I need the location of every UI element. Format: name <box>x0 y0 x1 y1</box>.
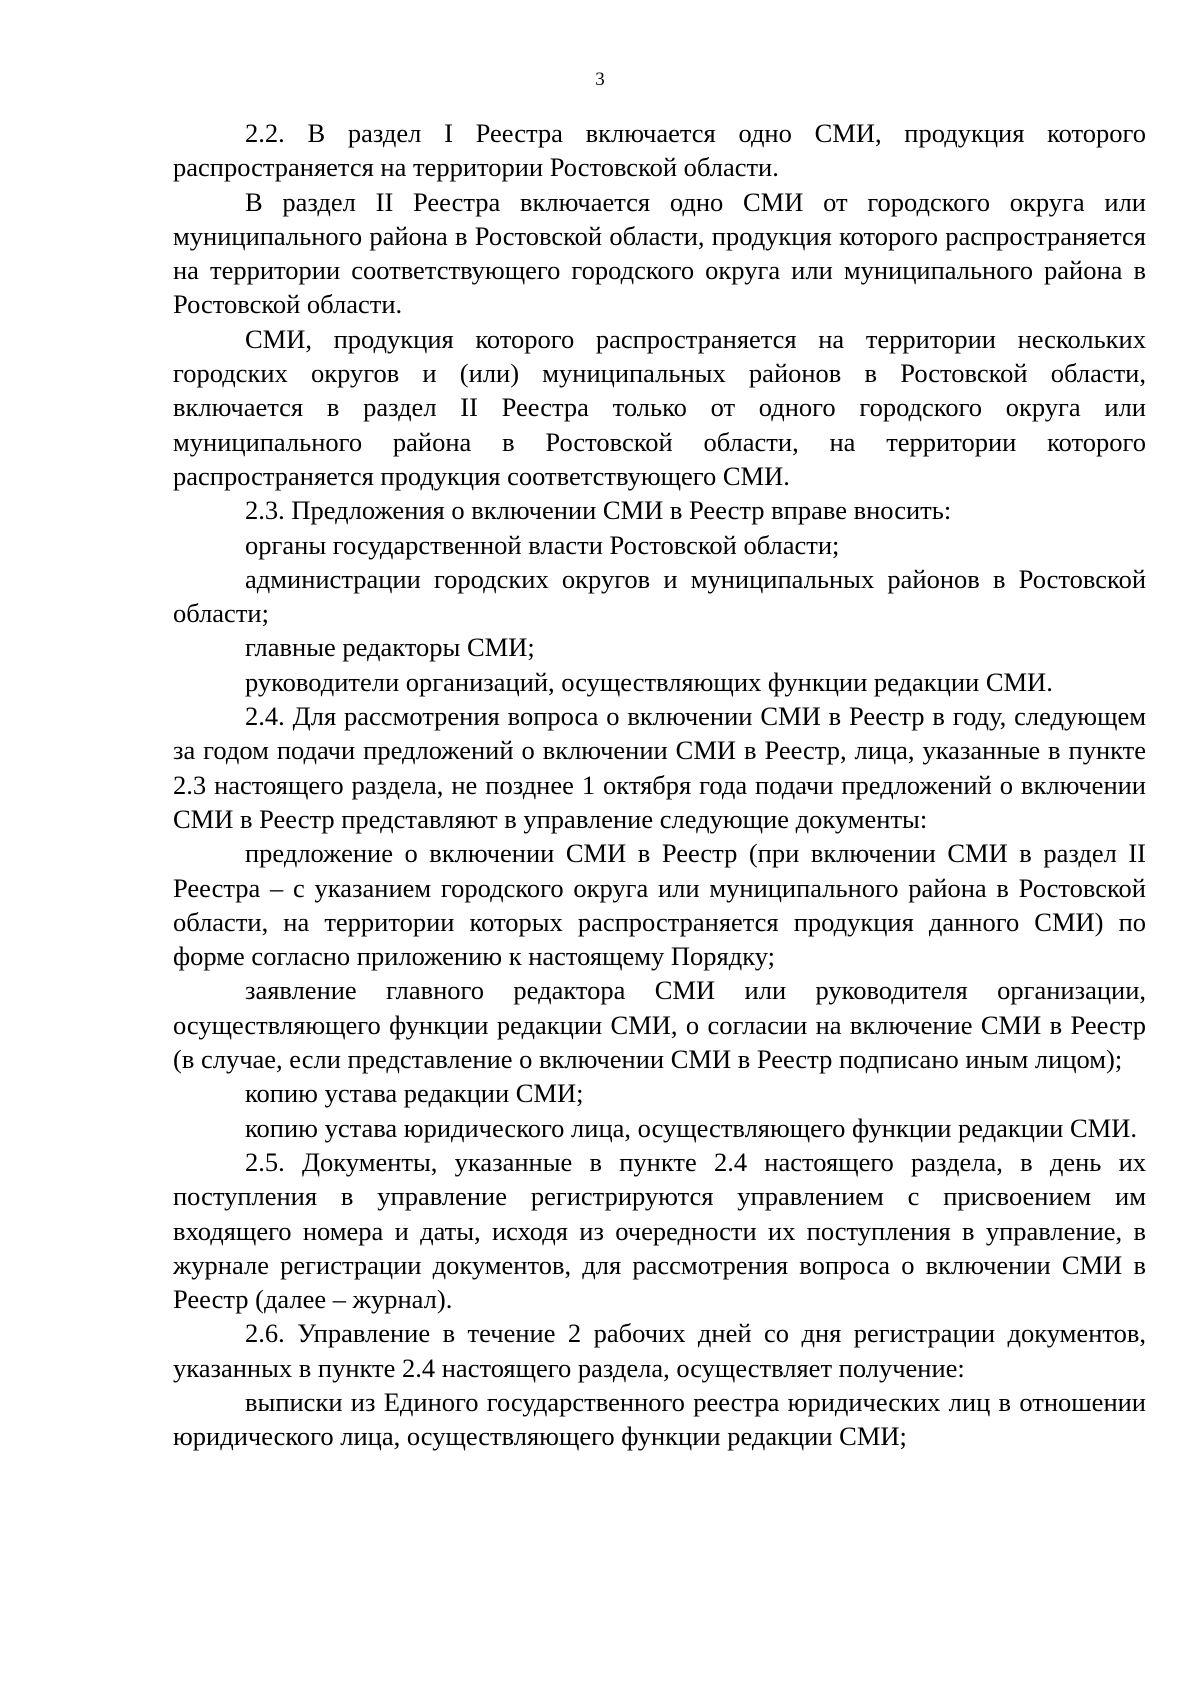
list-item-proposal: предложение о включении СМИ в Реестр (при включении СМИ в раздел II Реестра – с указанием городского округа или муниципального района в Ростовской области, на территории которых распространяется продукция данного СМИ) по форме согласно приложению к настоящему Порядку; <box>173 838 1146 972</box>
list-item-statement: заявление главного редактора СМИ или руководителя организации, осуществляющего функции редакции СМИ, о согласии на включение СМИ в Реестр (в случае, если представление о включении СМИ в Реестр подписано иным лицом); <box>173 975 1146 1075</box>
paragraph-section-ii: В раздел II Реестра включается одно СМИ от городского округа или муниципального района в Ростовской области, продукция которого распространяется на территории соответствующего городского округа или муниципального района в Ростовской области. <box>173 186 1146 320</box>
paragraph-2-5: 2.5. Документы, указанные в пункте 2.4 настоящего раздела, в день их поступления в управление регистрируются управлением с присвоением им входящего номера и даты, исходя из очередности их поступления в управление, в журнале регистрации документов, для рассмотрения вопроса о включении СМИ в Реестр (далее – журнал). <box>173 1146 1146 1315</box>
list-item-editorial-charter: копию устава редакции СМИ; <box>245 1078 584 1109</box>
list-item-organization-heads: руководители организаций, осуществляющих функции редакции СМИ. <box>245 666 1053 697</box>
document-body <box>173 116 1146 1454</box>
paragraph-2-3: 2.3. Предложения о включении СМИ в Реестр вправе вносить: <box>245 495 952 526</box>
list-item-administrations: администрации городских округов и муниципальных районов в Ростовской области; <box>173 563 1146 629</box>
page-number: 3 <box>595 69 605 90</box>
paragraph-2-6: 2.6. Управление в течение 2 рабочих дней со дня регистрации документов, указанных в пункте 2.4 настоящего раздела, осуществляет получение: <box>173 1318 1146 1383</box>
list-item-legal-entity-charter: копию устава юридического лица, осуществляющего функции редакции СМИ. <box>245 1112 1137 1143</box>
paragraph-2-4: 2.4. Для рассмотрения вопроса о включении СМИ в Реестр в году, следующем за годом подачи предложений о включении СМИ в Реестр, лица, указанные в пункте 2.3 настоящего раздела, не позднее 1 октября года подачи предложений о включении СМИ в Реестр представляют в управление следующие документы: <box>173 701 1146 834</box>
list-item-chief-editors: главные редакторы СМИ; <box>245 632 535 663</box>
paragraph-2-2: 2.2. В раздел I Реестра включается одно СМИ, продукция которого распространяется на территории Ростовской области. <box>173 118 1146 183</box>
list-item-registry-extract: выписки из Единого государственного реестра юридических лиц в отношении юридического лица, осуществляющего функции редакции СМИ; <box>173 1386 1146 1452</box>
paragraph-multiple-districts: СМИ, продукция которого распространяется на территории нескольких городских округов и (или) муниципальных районов в Ростовской области, включается в раздел II Реестра только от одного городского округа или муниципального района в Ростовской области, на территории которого распространяется продукция соответствующего СМИ. <box>173 323 1146 491</box>
list-item-state-authorities: органы государственной власти Ростовской области; <box>245 529 840 560</box>
